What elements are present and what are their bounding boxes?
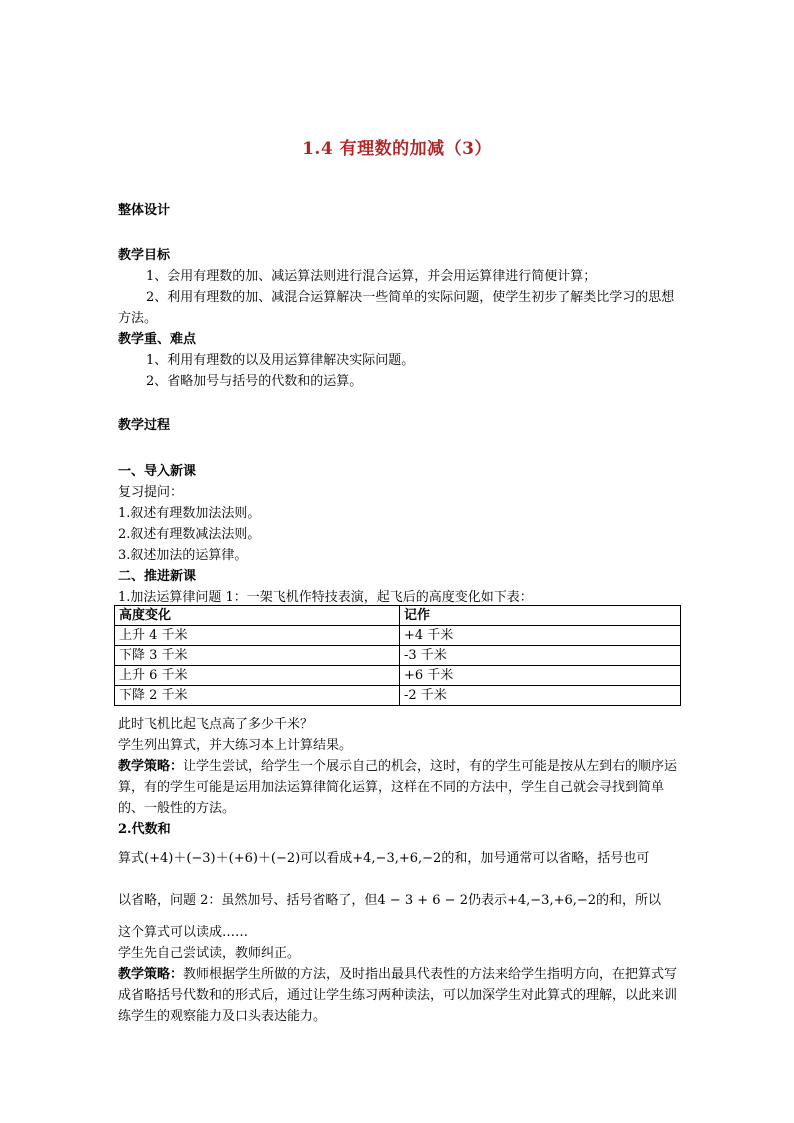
intro-heading: 一、导入新课: [118, 464, 197, 479]
table-header-cell: 高度变化: [115, 606, 400, 626]
key-point-item: 2、省略加号与括号的代数和的运算。: [146, 374, 363, 389]
read-as-text: 这个算式可以读成……: [118, 925, 249, 940]
table-row: [115, 666, 681, 686]
expression: (+4)＋(−3)＋(+6)＋(−2): [144, 851, 301, 866]
table-cell: +4 千米: [400, 626, 681, 646]
goal-item: 2、利用有理数的加、减混合运算解决一些简单的实际问题，使学生初步了解类比学习的思想方法。: [118, 290, 675, 326]
strategy-paragraph: [118, 756, 683, 819]
key-point-item: 1、利用有理数的以及用运算律解决实际问题。: [146, 353, 415, 368]
key-points-heading: 教学重、难点: [118, 332, 197, 347]
table-cell: 下降 2 千米: [115, 686, 400, 706]
text-span: 算式: [118, 851, 145, 866]
number-set: +4,−3,+6,−2: [506, 893, 597, 908]
student-try-text: 学生先自己尝试读，教师纠正。: [118, 946, 301, 961]
table-cell: -2 千米: [400, 686, 681, 706]
advance-heading: 二、推进新课: [118, 569, 197, 584]
table-cell: 上升 4 千米: [115, 626, 400, 646]
strategy-label: 教学策略：: [118, 967, 184, 982]
strategy-paragraph: [118, 964, 683, 1027]
table-cell: -3 千米: [400, 646, 681, 666]
table-row: [115, 686, 681, 706]
strategy-text: 教师根据学生所做的方法，及时指出最具代表性的方法来给学生指明方向，在把算式写成省略括号代数和的形式后，通过让学生练习两种读法，可以加深学生对此算式的理解，以此来训练学生的观察能力及口头表达能力。: [118, 967, 678, 1024]
after-table-section: [118, 714, 683, 840]
algebraic-line-2: [118, 890, 683, 911]
text-span: 的和，加号通常可以省略，括号也可: [441, 851, 650, 866]
intro-section: [118, 461, 683, 608]
problem-1-text: 1.加法运算律问题 1：一架飞机作特技表演，起飞后的高度变化如下表：: [118, 590, 533, 605]
algebraic-rest: [118, 922, 683, 1027]
table-cell: 下降 3 千米: [115, 646, 400, 666]
question-text: 此时飞机比起飞点高了多少千米？: [118, 717, 314, 732]
table-header-cell: 记作: [400, 606, 681, 626]
teaching-goals-section: [118, 245, 683, 392]
text-span: 可以看成: [300, 851, 353, 866]
strategy-label: 教学策略：: [118, 759, 184, 774]
algebraic-sum-heading: 2.代数和: [118, 822, 171, 837]
expression: 4 − 3 + 6 − 2: [377, 893, 468, 908]
algebraic-line-1: [118, 848, 683, 869]
table-header-row: [115, 606, 681, 626]
number-set: +4,−3,+6,−2: [352, 851, 442, 866]
text-span: 以省略，问题 2：虽然加号、括号省略了，但: [118, 893, 378, 908]
height-change-table: [114, 605, 681, 706]
table-cell: 上升 6 千米: [115, 666, 400, 686]
teaching-goals-heading: 教学目标: [118, 248, 171, 263]
teaching-process-heading: 教学过程: [118, 418, 171, 433]
text-span: 仍表示: [467, 893, 507, 908]
table-row: [115, 646, 681, 666]
goal-item: 1、会用有理数的加、减运算法则进行混合运算，并会用运算律进行简便计算；: [146, 269, 597, 284]
table-cell: +6 千米: [400, 666, 681, 686]
student-activity-text: 学生列出算式，并大练习本上计算结果。: [118, 738, 353, 753]
intro-line: 2.叙述有理数减法法则。: [118, 527, 261, 542]
strategy-text: 让学生尝试，给学生一个展示自己的机会，这时，有的学生可能是按从左到右的顺序运算，有的学生可能是运用加法运算律简化运算，这样在不同的方法中，学生自己就会寻找到简单的、一般性的方法。: [118, 759, 678, 816]
table-row: [115, 626, 681, 646]
intro-line: 3.叙述加法的运算律。: [118, 548, 248, 563]
page-title: 1.4 有理数的加减（3）: [302, 139, 492, 159]
intro-line: 复习提问：: [118, 485, 184, 500]
intro-line: 1.叙述有理数加法法则。: [118, 506, 261, 521]
overall-design-heading: 整体设计: [118, 203, 171, 218]
text-span: 的和，所以: [596, 893, 662, 908]
